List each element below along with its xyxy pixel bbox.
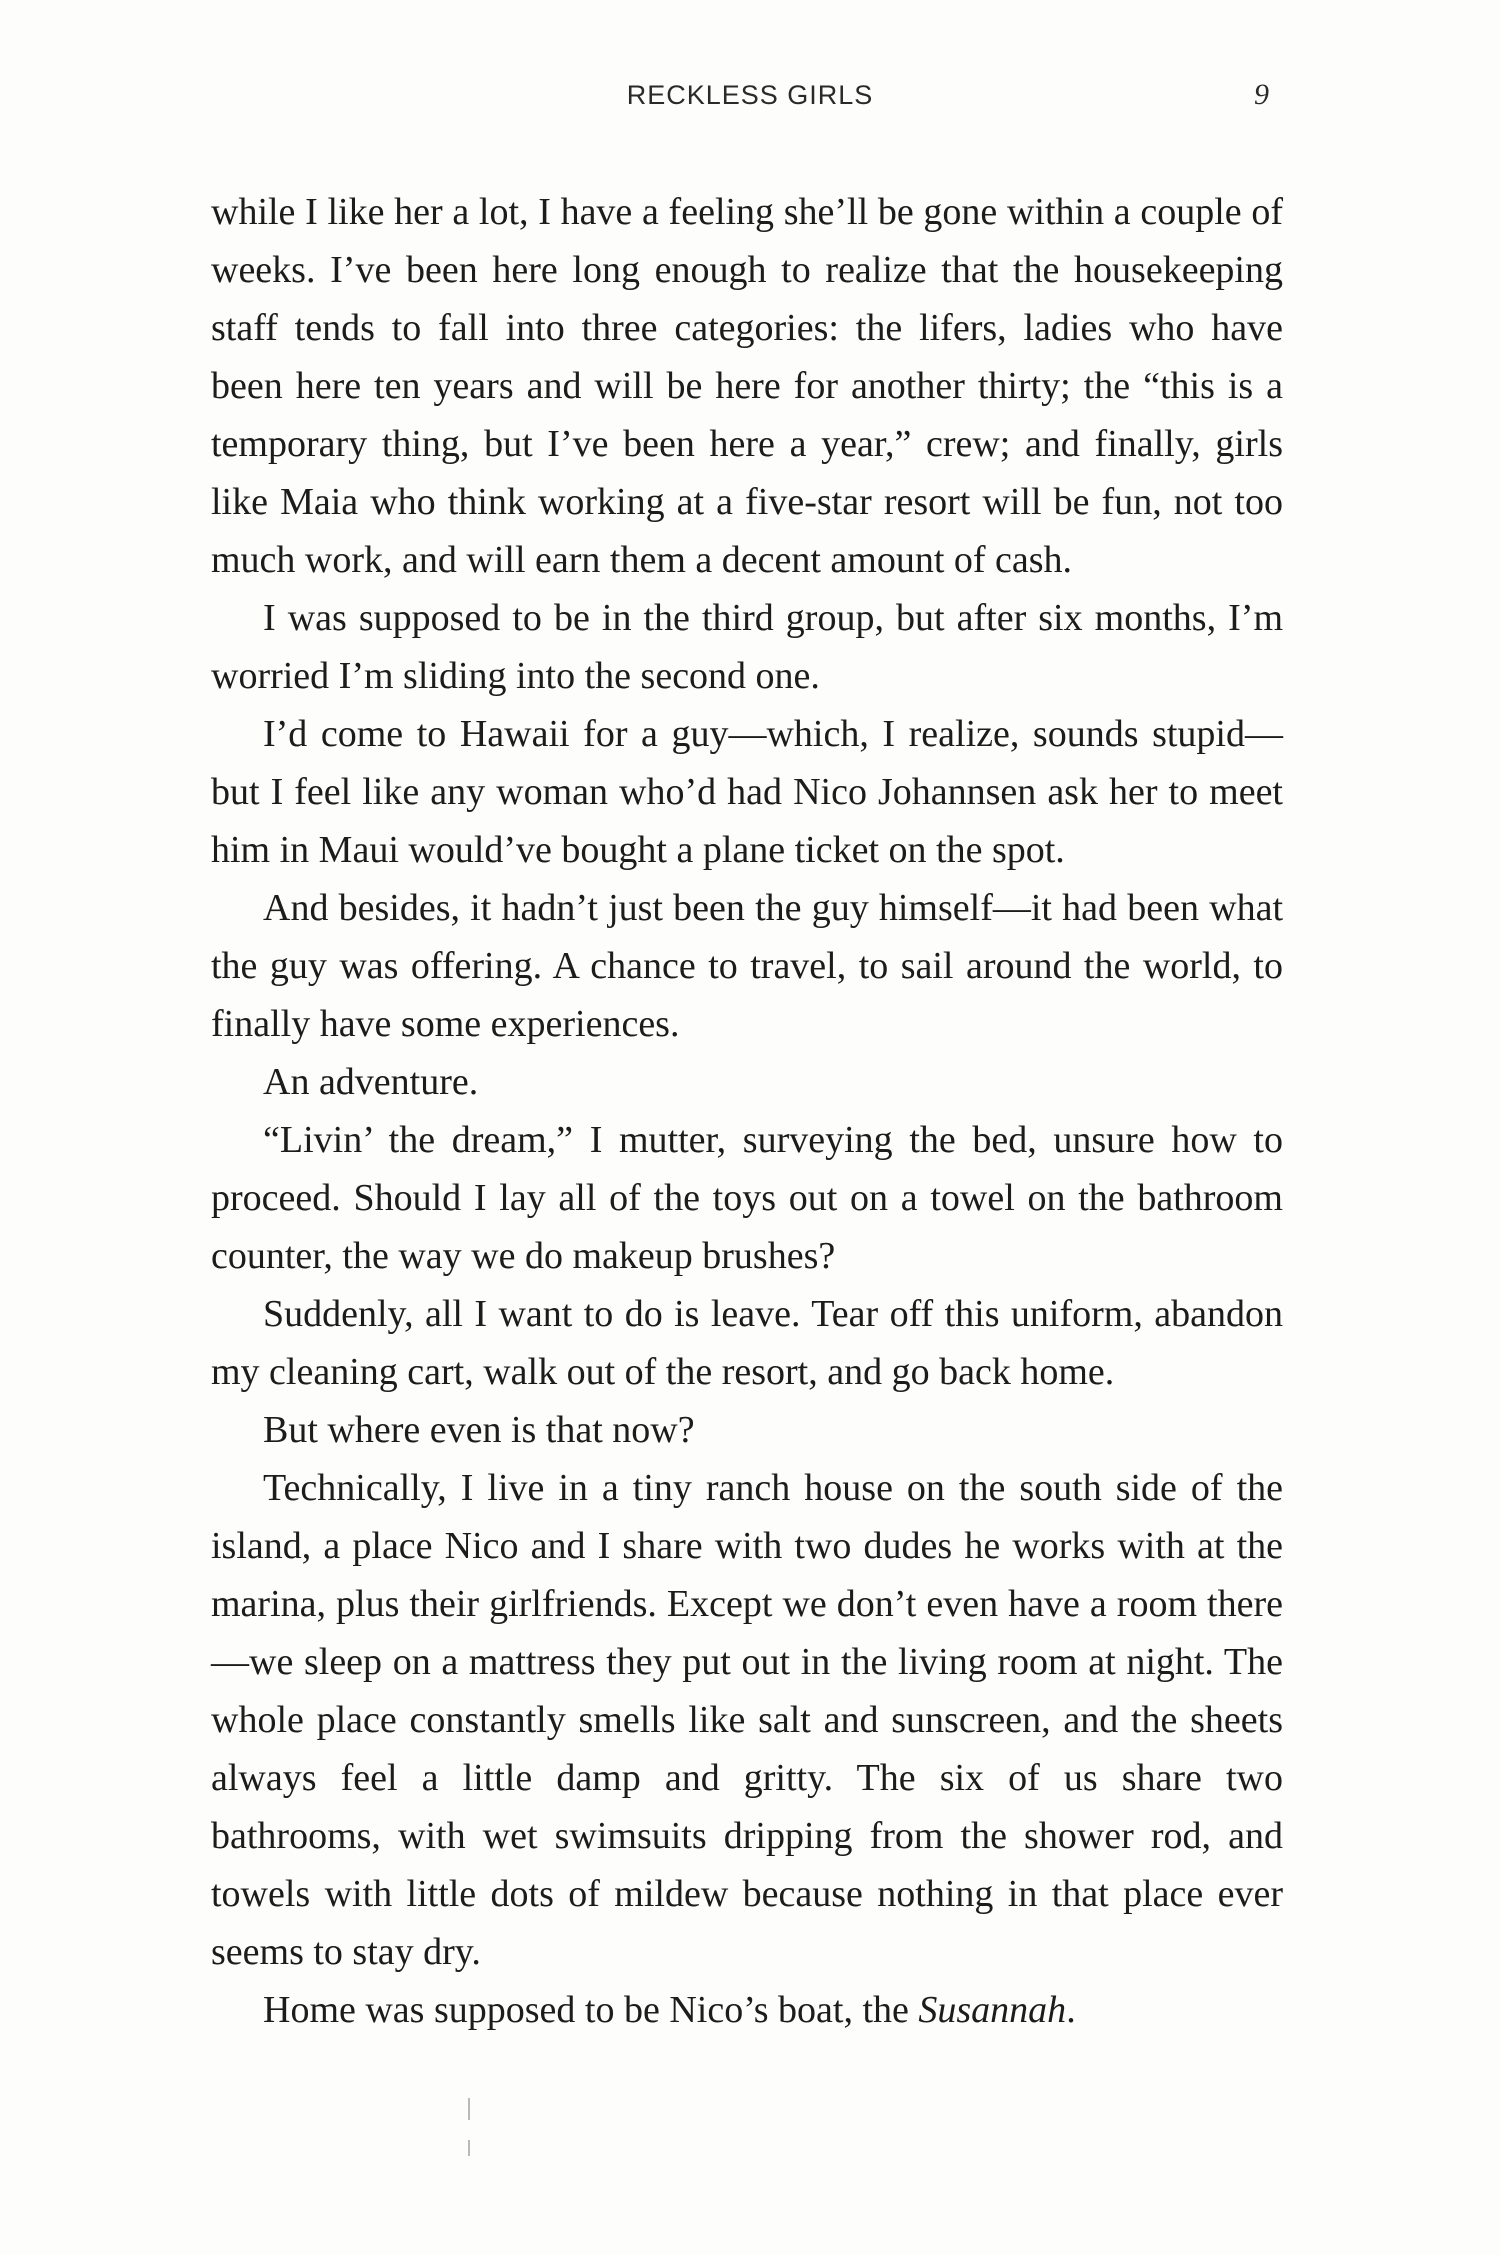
scan-artifact-mark <box>468 2098 470 2120</box>
paragraph-10-end: . <box>1066 1989 1076 2031</box>
paragraph-9: Technically, I live in a tiny ranch house on the south side of the island, a place Nico and I share with two dudes he works with at the marina, plus their girlfriends. Except we don’t even have a room there—we sleep on a mattress they put out in the living room at night. The whole place constantly smells like salt and sunscreen, and the sheets always feel a little damp and gritty. The six of us share two bathrooms, with wet swimsuits dripping from the shower rod, and towels with little dots of mildew because nothing in that place ever seems to stay dry. <box>211 1467 1283 1973</box>
paragraph-8: But where even is that now? <box>263 1409 695 1451</box>
paragraph-4: And besides, it hadn’t just been the guy himself—it had been what the guy was offering. A chance to travel, to sail around the world, to finally have some experiences. <box>211 887 1283 1045</box>
paragraph-10 <box>211 1981 1283 2039</box>
paragraph-7: Suddenly, all I want to do is leave. Tear off this uniform, abandon my cleaning cart, walk out of the resort, and go back home. <box>211 1293 1283 1393</box>
paragraph-3: I’d come to Hawaii for a guy—which, I realize, sounds stupid— but I feel like any woman who’d had Nico Johannsen ask her to meet him in Maui would’ve bought a plane ticket on the spot. <box>211 713 1283 871</box>
paragraph-5: An adventure. <box>263 1061 479 1103</box>
boat-name: Susannah <box>918 1989 1067 2031</box>
paragraph-2: I was supposed to be in the third group, but after six months, I’m worried I’m sliding into the second one. <box>211 597 1283 697</box>
paragraph-1: while I like her a lot, I have a feeling she’ll be gone within a couple of weeks. I’ve been here long enough to realize that the housekeeping staff tends to fall into three categories: the lifers, ladies who have been here ten years and will be here for another thirty; the “this is a temporary thing, but I’ve been here a year,” crew; and finally, girls like Maia who think working at a five-star resort will be fun, not too much work, and will earn them a decent amount of cash. <box>211 191 1283 581</box>
body-text <box>211 183 1283 2039</box>
running-head-title: RECKLESS GIRLS <box>626 80 874 110</box>
scan-artifact-mark <box>468 2140 470 2156</box>
paragraph-10-text: Home was supposed to be Nico’s boat, the <box>263 1989 919 2031</box>
page-number: 9 <box>1254 78 1269 111</box>
paragraph-6: “Livin’ the dream,” I mutter, surveying the bed, unsure how to proceed. Should I lay all of the toys out on a towel on the bathroom counter, the way we do makeup brushes? <box>211 1119 1283 1277</box>
